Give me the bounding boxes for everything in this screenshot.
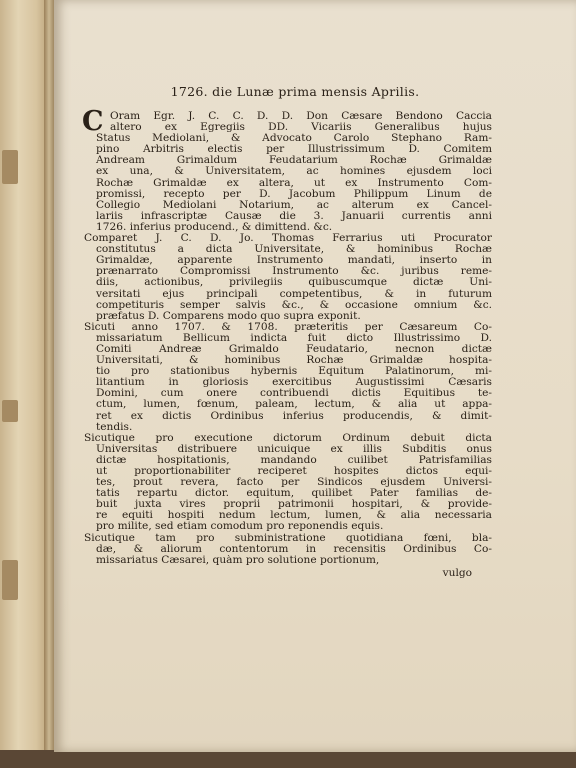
text-line: promissi, recepto per D. Jacobum Philippum Linum de (96, 188, 492, 200)
text-line: ex una, & Universitatem, ac homines ejusdem loci (96, 166, 492, 178)
text-line: tendis. (96, 421, 133, 433)
text-line: præfatus D. Comparens modo quo supra exponit. (96, 310, 361, 322)
page-text (84, 84, 492, 579)
text-line: Sicutique tam pro subministratione quotidiana fœni, bla- (84, 532, 492, 544)
text-line: Andream Grimaldum Feudatarium Rochæ Grimaldæ (96, 155, 492, 167)
text-line: missariatum Bellicum indicta fuit dicto Illustrissimo D. (96, 332, 492, 344)
text-line: litantium in gloriosis exercitibus Augustissimi Cæsaris (96, 377, 492, 389)
paragraphs (82, 106, 492, 566)
text-line: Domini, cum onere contribuendi dictis Equitibus te- (96, 388, 492, 400)
text-line: prænarrato Compromissi Instrumento &c. juribus reme- (96, 266, 492, 278)
text-line: pro milite, sed etiam comodum pro reponendis equis. (96, 521, 384, 533)
text-line: Universitati, & hominibus Rochæ Grimaldæ hospita- (96, 355, 492, 367)
paragraph (84, 322, 492, 433)
text-line: dæ, & aliorum contentorum in recensitis Ordinibus Co- (96, 543, 492, 555)
text-line: Comiti Andreæ Grimaldo Feudatario, necnon dictæ (96, 343, 492, 355)
text-line: versitati ejus principali competentibus, & in futurum (96, 288, 492, 300)
text-line: competituris semper salvis &c., & occasione omnium &c. (96, 299, 492, 311)
text-line: Grimaldæ, apparente Instrumento mandati, inserto in (96, 255, 492, 267)
paragraph (84, 433, 492, 533)
page-heading: 1726. die Lunæ prima mensis Aprilis. (170, 84, 420, 99)
catchword: vulgo (442, 566, 472, 579)
text-line: ret ex dictis Ordinibus inferius producendis, & dimit- (96, 410, 492, 422)
text-line: pino Arbitris electis per Illustrissimum D. Comitem (96, 144, 492, 156)
drop-cap: C (82, 106, 104, 137)
binding-stain (2, 150, 18, 184)
text-line: lariis infrascriptæ Causæ die 3. Januarii currentis anni (96, 210, 492, 222)
text-line: diis, actionibus, privilegiis quibuscumque dictæ Uni- (96, 277, 492, 289)
text-line: Sicuti anno 1707. & 1708. præteritis per Cæsareum Co- (84, 321, 492, 333)
text-line: dictæ hospitationis, mandando cuilibet Patrisfamilias (96, 454, 492, 466)
text-line: Universitas distribuere unicuique ex illis Subditis onus (96, 443, 492, 455)
text-line: ut proportionabiliter reciperet hospites dictos equi- (96, 466, 492, 477)
text-line: Sicutique pro executione dictorum Ordinum debuit dicta (84, 432, 492, 444)
text-line: buit juxta vires proprii patrimonii hospitari, & provide- (96, 499, 492, 511)
binding-stain (2, 400, 18, 422)
paragraph (84, 233, 492, 322)
text-line: tio pro stationibus hybernis Equitum Palatinorum, mi- (96, 366, 492, 378)
binding-stain (2, 560, 18, 600)
text-line: constitutus a dicta Universitate, & hominibus Rochæ (96, 244, 492, 256)
text-line: altero ex Egregiis DD. Vicariis Generalibus hujus (110, 122, 492, 134)
paragraph (82, 106, 492, 233)
text-line: Collegio Mediolani Notarium, ac alterum ex Cancel- (96, 199, 492, 211)
background-surface (0, 750, 576, 768)
page-gutter (44, 0, 54, 768)
text-line: re equiti hospiti nedum lectum, lumen, & alia necessaria (96, 510, 492, 522)
text-line: Comparet J. C. D. Jo. Thomas Ferrarius uti Procurator (84, 233, 492, 245)
text-line: Rochæ Grimaldæ ex altera, ut ex Instrumento Com- (96, 177, 492, 189)
text-line: tatis repartu dictor. equitum, quilibet Pater familias de- (96, 488, 492, 500)
text-line: tes, prout revera, facto per Sindicos ejusdem Universi- (96, 477, 492, 489)
text-line: 1726. inferius producend., & dimittend. &c. (96, 221, 333, 233)
text-line: ctum, lumen, fœnum, paleam, lectum, & alia ut appa- (96, 399, 492, 411)
text-line: Status Mediolani, & Advocato Carolo Stephano Ram- (96, 133, 492, 145)
paragraph (84, 533, 492, 566)
text-line: Oram Egr. J. C. C. D. D. Don Cæsare Bendono Caccia (110, 111, 492, 122)
text-line: missariatus Cæsarei, quàm pro solutione portionum, (96, 554, 380, 566)
